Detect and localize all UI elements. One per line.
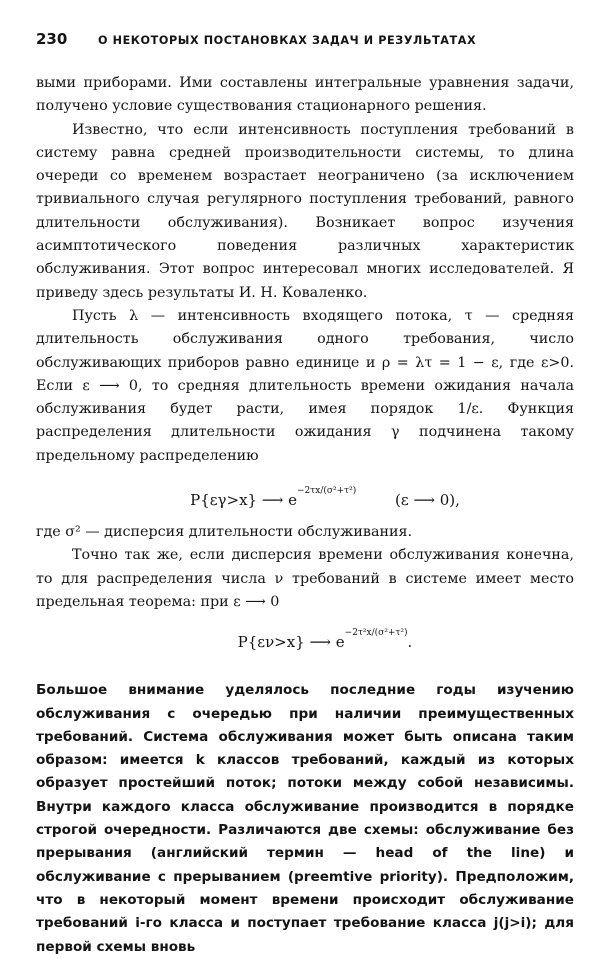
page-header (36, 30, 574, 56)
formula-queue-length (76, 622, 574, 653)
formula-1-exponent: −2τx/(σ²+τ²) (297, 486, 357, 497)
paragraph-1: выми приборами. Ими составлены интегральные уравнения задачи, получено условие существования стационарного решения. (36, 75, 574, 115)
page (36, 30, 574, 959)
formula-waiting-time (76, 480, 574, 511)
formula-2-lhs: P{εν>x} ⟶ e (237, 633, 345, 652)
paragraph-4: где σ² — дисперсия длительности обслуживания. (36, 524, 413, 541)
body-text (36, 72, 574, 959)
formula-2-exponent: −2τ²x/(σ²+τ²) (344, 628, 408, 639)
formula-2-end: . (407, 633, 413, 652)
formula-1-condition: (ε ⟶ 0), (395, 491, 460, 510)
paragraph-6: Большое внимание уделялось последние годы изучению обслуживания с очередью при наличии преимущественных требований. Система обслуживания может быть описана таким образом: имеется k классов требований, каждый из которых образует простейший поток; потоки между собой независимы. Внутри каждого класса обслуживание производится в порядке строгой очередности. Различаются две схемы: обслуживание без прерывания (английский термин — head of the line) и обслуживание с прерыванием (preemtive priority). Предположим, что в некоторый момент времени происходит обслуживание требований i-го класса и поступает требование класса j(j>i); для первой схемы вновь (36, 682, 574, 955)
page-number: 230 (36, 30, 68, 48)
paragraph-5: Точно так же, если дисперсия времени обслуживания конечна, то для распределения числа ν требований в системе имеет место предельная теорема: при ε ⟶ 0 (36, 547, 574, 610)
formula-1-lhs: P{εγ>x} ⟶ e (190, 491, 297, 510)
paragraph-2: Известно, что если интенсивность поступления требований в систему равна средней производительности системы, то длина очереди со временем возрастает неограничено (за исключением тривиального случая регулярного поступления требований, равного длительности обслуживания). Возникает вопрос изучения асимптотического поведения различных характеристик обслуживания. Этот вопрос интересовал многих исследователей. Я приведу здесь результаты И. Н. Коваленко. (36, 121, 574, 301)
running-title: О НЕКОТОРЫХ ПОСТАНОВКАХ ЗАДАЧ И РЕЗУЛЬТАТАХ (98, 34, 477, 47)
paragraph-3: Пусть λ — интенсивность входящего потока, τ — средняя длительность обслуживания одного требования, число обслуживающих приборов равно единице и ρ = λτ = 1 − ε, где ε>0. Если ε ⟶ 0, то средняя длительность времени ожидания начала обслуживания будет расти, имея порядок 1/ε. Функция распределения длительности ожидания γ подчинена такому предельному распределению (36, 307, 574, 464)
